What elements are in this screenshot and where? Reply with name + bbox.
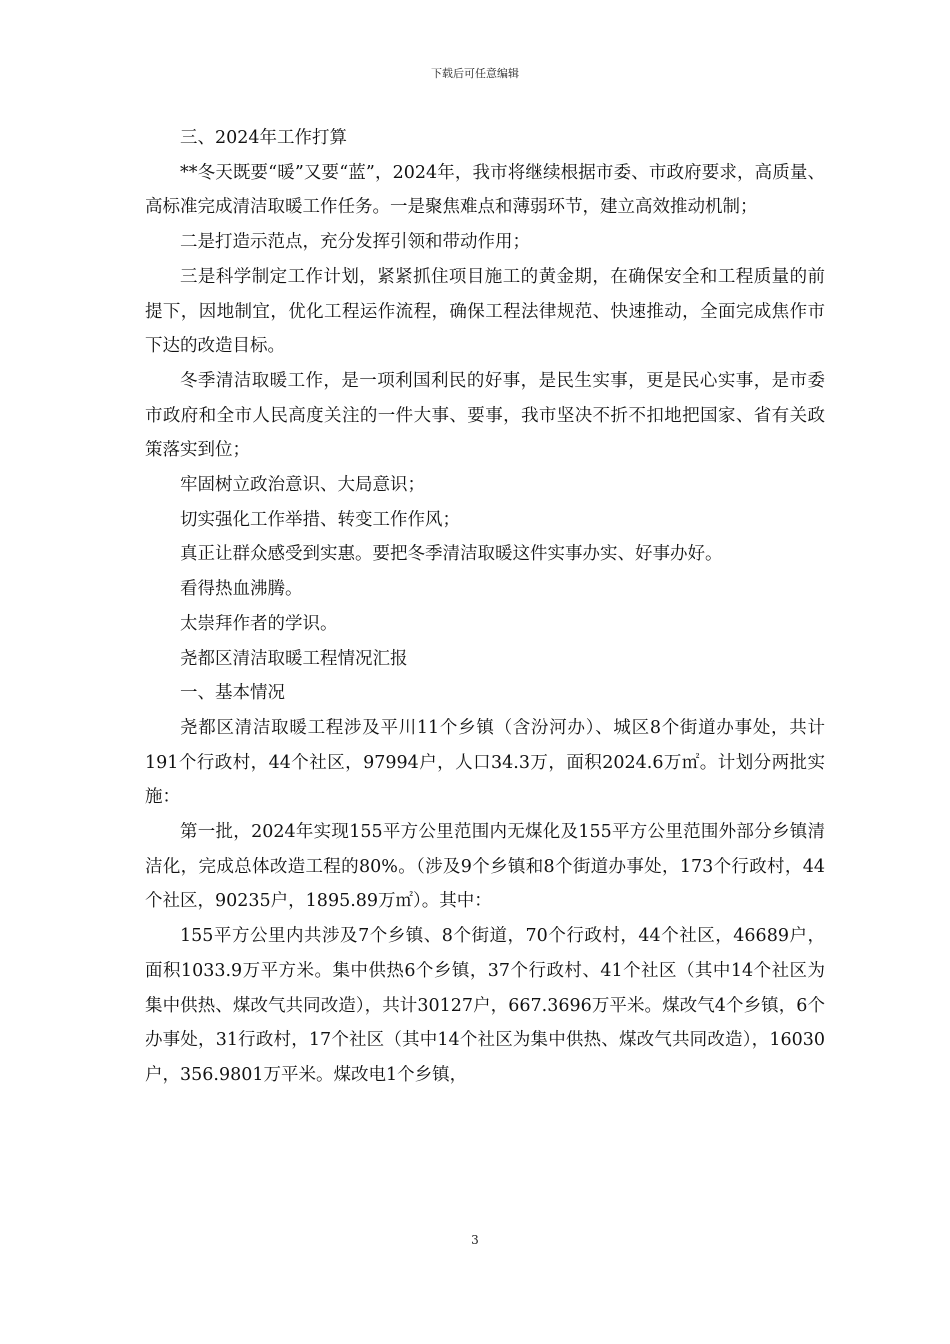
paragraph: 155平方公里内共涉及7个乡镇、8个街道，70个行政村，44个社区，46689户，面积1033.9万平方米。集中供热6个乡镇，37个行政村、41个社区（其中14个社区为集中供热、煤改气共同改造），共计30127户，667.3696万平米。煤改气4个乡镇，6个办事处，31行政村，17个社区（其中14个社区为集中供热、煤改气共同改造），16030户，356.9801万平米。煤改电1个乡镇， (145, 926, 825, 1085)
section-heading-basics: 一、基本情况 (180, 683, 285, 704)
paragraph: 第一批，2024年实现155平方公里范围内无煤化及155平方公里范围外部分乡镇清洁化，完成总体改造工程的80%。（涉及9个乡镇和8个街道办事处，173个行政村，44个社区，90235户，1895.89万㎡）。其中： (145, 822, 825, 912)
paragraph: 看得热血沸腾。 (180, 579, 303, 600)
document-body (145, 121, 825, 1093)
report-title: 尧都区清洁取暖工程情况汇报 (180, 648, 408, 669)
paragraph: 冬季清洁取暖工作，是一项利国利民的好事，是民生实事，更是民心实事，是市委市政府和全市人民高度关注的一件大事、要事，我市坚决不折不扣地把国家、省有关政策落实到位； (145, 370, 825, 461)
paragraph: 三是科学制定工作计划，紧紧抓住项目施工的黄金期，在确保安全和工程质量的前提下，因地制宜，优化工程运作流程，确保工程法律规范、快速推动，全面完成焦作市下达的改造目标。 (145, 266, 825, 357)
paragraph: 太崇拜作者的学识。 (180, 613, 338, 634)
paragraph: 切实强化工作举措、转变工作作风； (180, 509, 460, 530)
paragraph: **冬天既要“暖”又要“蓝”，2024年，我市将继续根据市委、市政府要求，高质量、高标准完成清洁取暖工作任务。一是聚焦难点和薄弱环节，建立高效推动机制； (145, 162, 825, 218)
paragraph: 真正让群众感受到实惠。要把冬季清洁取暖这件实事办实、好事办好。 (180, 544, 723, 565)
page-header: 下载后可任意编辑 (431, 67, 519, 80)
paragraph: 牢固树立政治意识、大局意识； (180, 475, 425, 496)
section-heading-plans: 三、2024年工作打算 (180, 128, 348, 148)
page-number: 3 (471, 1233, 479, 1247)
paragraph: 尧都区清洁取暖工程涉及平川11个乡镇（含汾河办）、城区8个街道办事处，共计191个行政村，44个社区，97994户，人口34.3万，面积2024.6万㎡。计划分两批实施： (145, 717, 825, 808)
paragraph: 二是打造示范点，充分发挥引领和带动作用； (180, 232, 530, 253)
